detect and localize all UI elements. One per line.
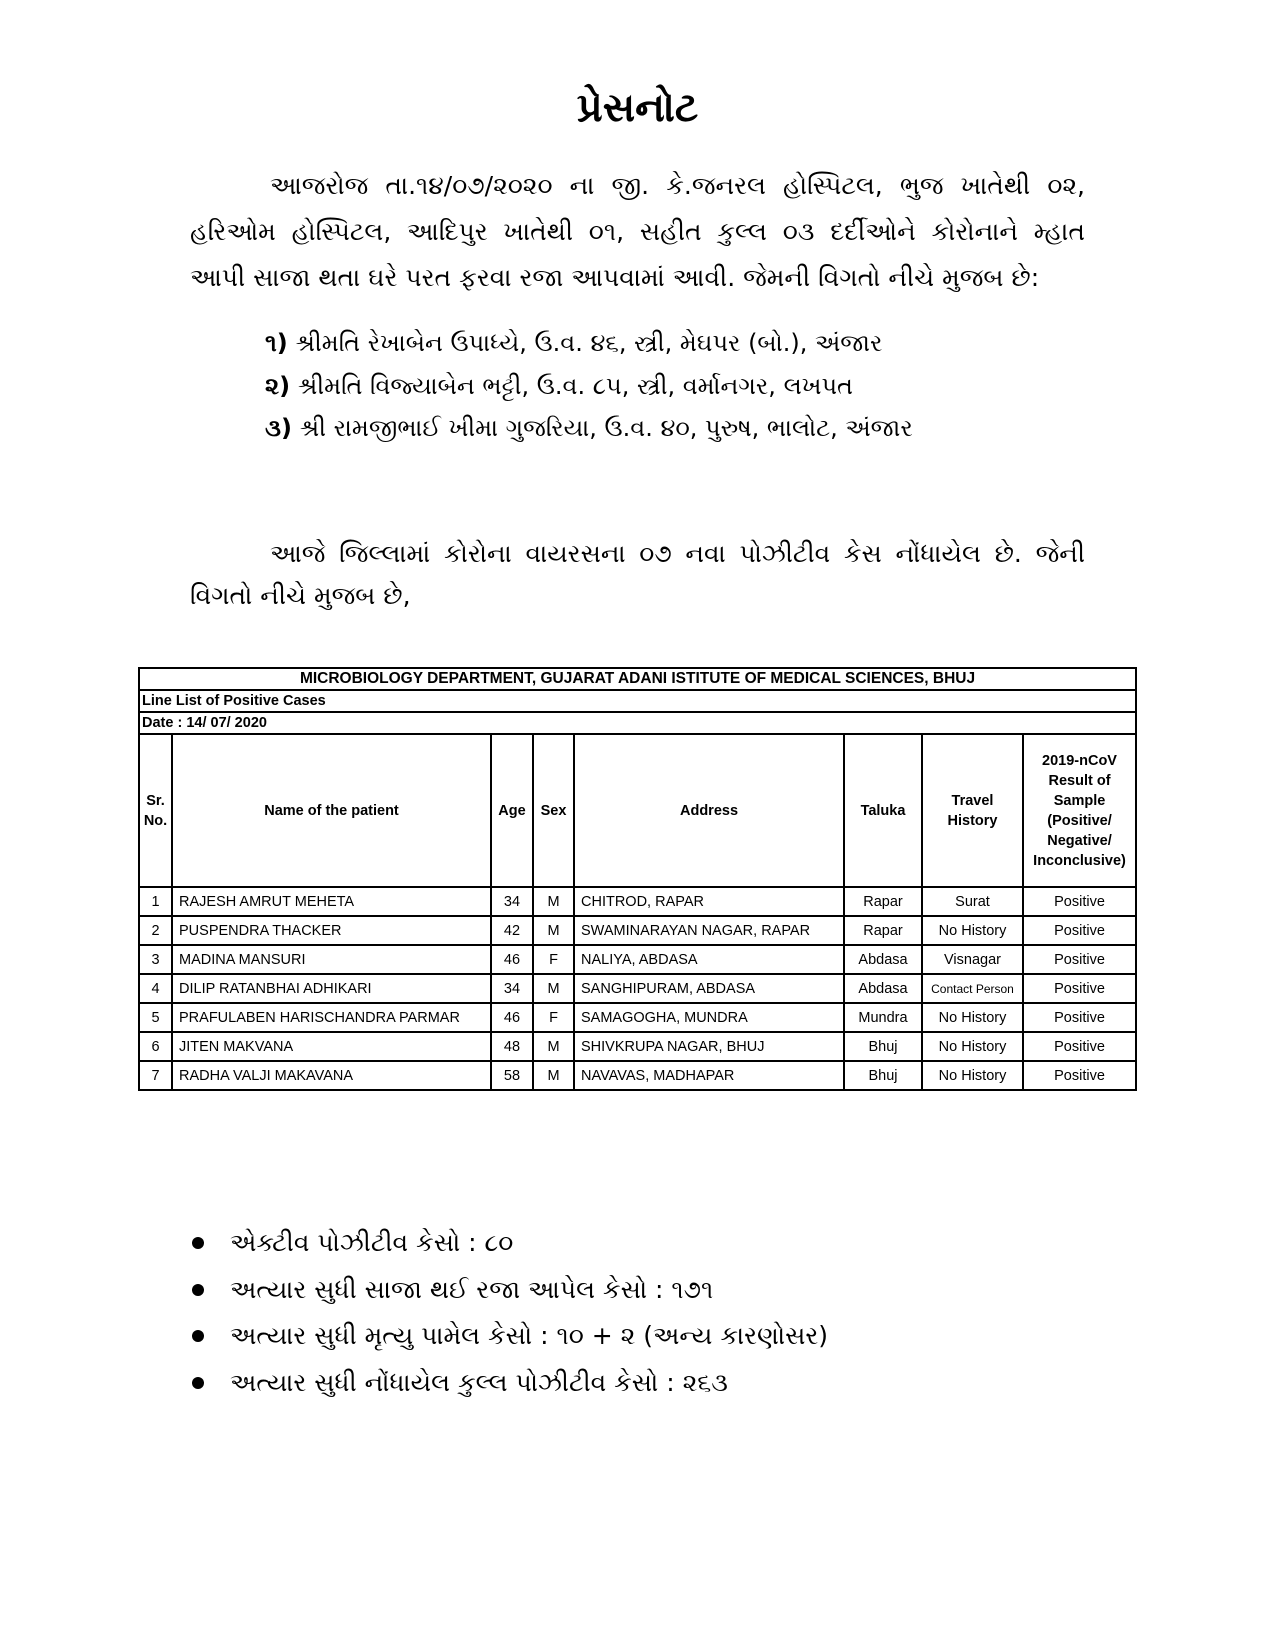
cell-travel-history: No History [922,1032,1023,1061]
cell-result: Positive [1023,945,1136,974]
cell-name: PUSPENDRA THACKER [172,916,491,945]
cell-sex: F [533,945,574,974]
cell-travel-history: Contact Person [922,974,1023,1003]
header-sex: Sex [533,734,574,887]
cell-age: 34 [491,974,533,1003]
cell-sr-no: 5 [139,1003,172,1032]
cell-address: NALIYA, ABDASA [574,945,844,974]
cell-taluka: Bhuj [844,1061,922,1090]
list-number: ૧) [265,329,288,357]
positive-cases-table [138,667,1137,1091]
paragraph-line: વિગતો નીચે મુજબ છે, [190,581,411,610]
cell-sex: M [533,1032,574,1061]
summary-text: અત્યાર સુધી મૃત્યુ પામેલ કેસો : ૧૦ + ૨ (અન્ય કારણોસર) [230,1321,828,1350]
summary-item-total [190,1360,828,1407]
cell-name: RADHA VALJI MAKAVANA [172,1061,491,1090]
table-row [139,887,1136,916]
table-row [139,974,1136,1003]
table-row [139,1032,1136,1061]
header-address: Address [574,734,844,887]
cell-address: SANGHIPURAM, ABDASA [574,974,844,1003]
cell-result: Positive [1023,1003,1136,1032]
list-item [265,322,913,365]
cell-sex: M [533,974,574,1003]
table-row [139,1061,1136,1090]
header-age: Age [491,734,533,887]
cell-travel-history: No History [922,916,1023,945]
cell-sr-no: 7 [139,1061,172,1090]
list-item [265,407,913,450]
cell-sr-no: 3 [139,945,172,974]
table-row [139,945,1136,974]
summary-item-recovered [190,1267,828,1314]
cell-travel-history: No History [922,1061,1023,1090]
cell-name: DILIP RATANBHAI ADHIKARI [172,974,491,1003]
cell-taluka: Rapar [844,887,922,916]
paragraph-line: હરિઓમ હોસ્પિટલ, આદિપુર ખાતેથી ૦૧, સહીત કુલ્લ ૦૩ દર્દીઓને કોરોનાને મ્હાત [190,217,1085,246]
summary-list [190,1220,828,1406]
discharged-patient-list [265,322,913,450]
cell-taluka: Bhuj [844,1032,922,1061]
cell-name: RAJESH AMRUT MEHETA [172,887,491,916]
cell-address: SHIVKRUPA NAGAR, BHUJ [574,1032,844,1061]
header-taluka: Taluka [844,734,922,887]
bullet-icon [192,1237,204,1249]
cell-travel-history: Surat [922,887,1023,916]
cell-taluka: Abdasa [844,945,922,974]
cell-age: 46 [491,1003,533,1032]
cell-sr-no: 2 [139,916,172,945]
list-number: ૨) [265,371,291,400]
cell-name: MADINA MANSURI [172,945,491,974]
table-row [139,916,1136,945]
paragraph-line: આજે જિલ્લામાં કોરોના વાયરસના ૦૭ નવા પોઝીટીવ કેસ નોંધાયેલ છે. જેની [270,539,1085,568]
cell-sr-no: 1 [139,887,172,916]
cell-name: PRAFULABEN HARISCHANDRA PARMAR [172,1003,491,1032]
header-result: 2019-nCoV Result of Sample (Positive/ Negative/ Inconclusive) [1023,734,1136,887]
cell-taluka: Abdasa [844,974,922,1003]
page-title: પ્રેસનોટ [576,85,699,131]
bullet-icon [192,1284,204,1296]
summary-text: અત્યાર સુધી નોંધાયેલ કુલ્લ પોઝીટીવ કેસો : ૨૬૩ [230,1367,728,1397]
cell-address: SAMAGOGHA, MUNDRA [574,1003,844,1032]
cell-name: JITEN MAKVANA [172,1032,491,1061]
cell-sex: F [533,1003,574,1032]
cell-address: CHITROD, RAPAR [574,887,844,916]
cell-result: Positive [1023,916,1136,945]
cell-taluka: Rapar [844,916,922,945]
cell-result: Positive [1023,887,1136,916]
list-text: શ્રી રામજીભાઈ ખીમા ગુજરિયા, ઉ.વ. ૪૦, પુરુષ, ભાલોટ, અંજાર [299,414,913,442]
cell-sr-no: 4 [139,974,172,1003]
list-number: ૩) [265,414,292,442]
cell-sr-no: 6 [139,1032,172,1061]
cell-age: 34 [491,887,533,916]
list-text: શ્રીમતિ રેખાબેન ઉપાધ્યે, ઉ.વ. ૪૬, સ્ત્રી, મેઘપર (બો.), અંજાર [295,329,883,357]
cell-travel-history: No History [922,1003,1023,1032]
cell-address: SWAMINARAYAN NAGAR, RAPAR [574,916,844,945]
cell-age: 58 [491,1061,533,1090]
new-cases-paragraph [190,533,1085,617]
paragraph-line: આપી સાજા થતા ઘરે પરત ફરવા રજા આપવામાં આવી. જેમની વિગતો નીચે મુજબ છે: [190,263,1040,292]
cell-age: 46 [491,945,533,974]
summary-item-active [190,1220,828,1267]
summary-text: એક્ટીવ પોઝીટીવ કેસો : ૮૦ [230,1228,514,1257]
list-text: શ્રીમતિ વિજ્યાબેન ભટ્ટી, ઉ.વ. ૮૫, સ્ત્રી, વર્માનગર, લખપત [297,371,853,400]
cell-sex: M [533,916,574,945]
cell-address: NAVAVAS, MADHAPAR [574,1061,844,1090]
header-name: Name of the patient [172,734,491,887]
table-date: Date : 14/ 07/ 2020 [139,712,1136,734]
table-subtitle: Line List of Positive Cases [139,690,1136,712]
cell-taluka: Mundra [844,1003,922,1032]
header-travel-history: Travel History [922,734,1023,887]
table-title: MICROBIOLOGY DEPARTMENT, GUJARAT ADANI ISTITUTE OF MEDICAL SCIENCES, BHUJ [139,668,1136,690]
list-item [265,365,913,408]
bullet-icon [192,1330,204,1342]
table-header-row [139,734,1136,887]
paragraph-line: આજરોજ તા.૧૪/૦૭/૨૦૨૦ ના જી. કે.જનરલ હોસ્પિટલ, ભુજ ખાતેથી ૦૨, [270,171,1085,200]
cell-age: 48 [491,1032,533,1061]
cell-sex: M [533,887,574,916]
table-row [139,1003,1136,1032]
bullet-icon [192,1377,204,1389]
cell-result: Positive [1023,974,1136,1003]
cell-sex: M [533,1061,574,1090]
summary-text: અત્યાર સુધી સાજા થઈ રજા આપેલ કેસો : ૧૭૧ [230,1274,714,1304]
header-sr-no: Sr. No. [139,734,172,887]
cell-travel-history: Visnagar [922,945,1023,974]
cell-result: Positive [1023,1032,1136,1061]
cell-age: 42 [491,916,533,945]
cell-result: Positive [1023,1061,1136,1090]
discharge-paragraph [190,163,1085,301]
summary-item-deaths [190,1313,828,1360]
